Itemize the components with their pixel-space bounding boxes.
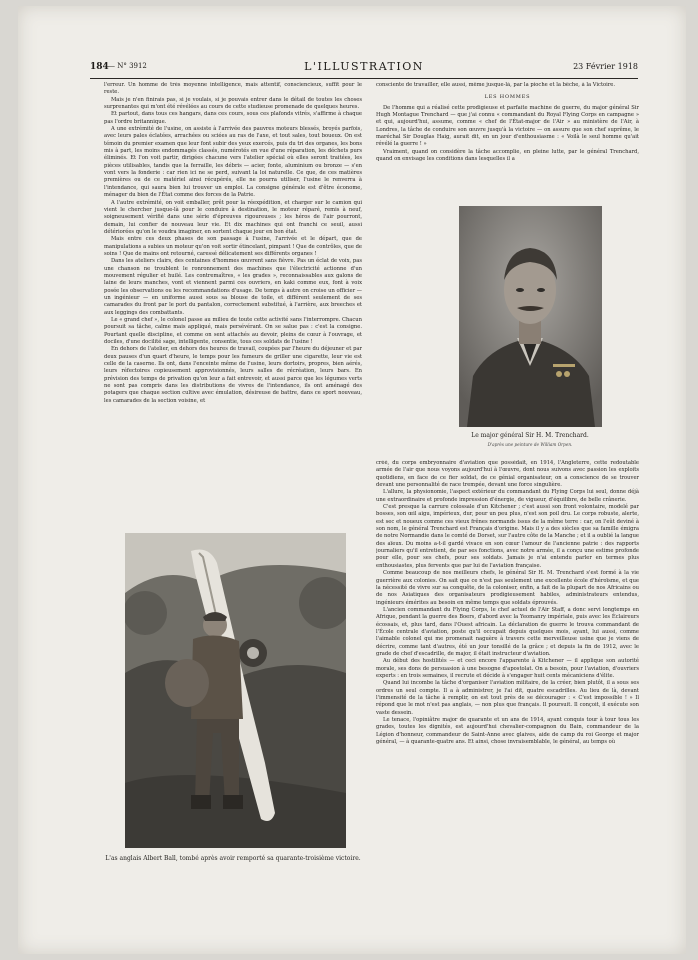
magazine-title: L'ILLUSTRATION [304,60,424,73]
paragraph: Au début des hostilités — et ceci encore l'apparente à Kitchener — il applique son autorité morale, ses dons de persuasion à une besogne d'apostolat. On a besoin, pour l'aviation, d'ouvriers experts : en trois semaines, il recrute et décide à s'engager huit cents mécaniciens d'élite. [376,658,639,679]
header-rule [90,78,638,79]
paragraph: A une extrémité de l'usine, on assiste à l'arrivée des pauvres moteurs blessés, broyés parfois, avec leurs pales éclatées, arrachées ou sciées au ras de l'axe, et tout sales, tout boueux. On est témoin du premier examen que leur font subir des yeux exercés, puis du tri des organes, les bons mis à part, les moins endommagés classés, numérotés en vue d'une réparation, les déchets purs éliminés. Et l'on voit partir, dirigées chacune vers l'atelier spécial où elles seront traitées, les pièces utilisables, tandis que la ferraille, les débris — acier, fonte, aluminium ou bronze — s'en vont vers la fonderie : car rien ici ne se perd, suivant la loi naturelle. Ce que, de ces matières premières ou de ce matériel ainsi récupérés, elle ne pourra utiliser, l'usine le renverra à l'intendance, qui saura bien lui trouver un emploi. La consigne générale est d'être économe, ménager du bien de l'État comme des forces de la Patrie. [104,126,362,199]
paragraph: L'allure, la physionomie, l'aspect extérieur du commandant du Flying Corps lui seul, donne déjà une extraordinaire et profonde impression d'énergie, de vigueur, d'équilibre, de belle crânerie. [376,489,639,503]
portrait-caption: Le major général Sir H. M. Trenchard. [471,432,589,439]
albert-ball-photograph [125,533,346,848]
issue-date: 23 Février 1918 [573,62,638,71]
paragraph: Vraiment, quand on considère la tâche accomplie, en pleine lutte, par le général Trenchard, quand on envisage les conditions dans lesquelles il a [376,148,639,163]
paragraph: Le « grand chef », le colonel passe au milieu de toute cette activité sans l'interrompre. Chacun poursuit sa tâche, calme mais appliqué, mais persévérant. On se salue pas : c'est la consigne. Pourtant quelle discipline, et comme on sent attachés au devoir, pleins de cœur à l'ouvrage, et dociles, d'une docilité sage, intelligente, consentie, tous ces soldats de l'usine ! [104,317,362,346]
paragraph: C'est presque la carrure colossale d'un Kitchener ; c'est aussi son front volontaire, modelé par bosses, son œil aigu, impérieux, dur, pour un peu plus, n'est son poil dru. Le corps robuste, alerte, est sec et noueux comme ces vieux frênes normands issus de la même terre : car, on l'eût deviné à son nom, le général Trenchard est Français d'origine. Mais il y a des siècles que sa famille émigra de notre Normandie dans le comté de Dorset, sur l'autre côte de la Manche ; et il a oublié la langue des aïeux. Du moins a-t-il gardé vivace en son cœur l'amour de l'ancienne patrie : des rapports journaliers qu'il entretient, de par ses fonctions, avec notre armée, il a conçu une estime profonde pour elle, pour ses chefs, pour ses soldats. Jamais je n'ai entendu parler en termes plus enthousiastes, plus fervents que par lui de l'aviation française. [376,504,639,569]
paragraph: Mais entre ces deux phases de son passage à l'usine, l'arrivée et le départ, que de manipulations a subies un moteur qu'on voit sortir étincelant, pimpant ! Que de contrôles, que de soins ! Que de mains ont retourné, caressé délicatement ses différents organes ! [104,236,362,257]
portrait-illustration [459,206,602,427]
paragraph: Mais je n'en finirais pas, si je voulais, si je pouvais entrer dans le détail de toutes les choses surprenantes qui m'ont été révélées au cours de cette studieuse promenade de quelques heures. [104,96,362,111]
paragraph: De l'homme qui a réalisé cette prodigieuse et parfaite machine de guerre, du major général Sir Hugh Montague Trenchard — que j'ai connu « commandant du Royal Flying Corps en campagne » et qui, aujourd'hui, assume, comme « chef de l'État-major de l'Air » au ministère de l'Air, à Londres, la tâche de conduire son œuvre jusqu'à la victoire — on assure que son chef suprême, le maréchal Sir Douglas Haig, aurait dit, en un jour d'enthousiasme : « Voilà le seul homme qu'ait révélé la guerre ! » [376,104,639,148]
photo-caption: L'as anglais Albert Ball, tombé après avoir remporté sa quarante-troisième victoire. [105,855,361,862]
portrait-credit: D'après une peinture de William Orpen. [487,442,573,447]
paragraph: Dans les ateliers clairs, des centaines d'hommes œuvrent sans fièvre. Pas un éclat de voix, pas une chanson ne troublent le ronronnement des machines que l'électricité actionne d'un mouvement régulier et huilé. Les contremaîtres, « les grades », reconnaissables aux galons de laine de leurs manches, vont et viennent parmi ces ouvriers, en kaki comme eux, font à voix posée les observations ou les recommandations d'usage. De temps à autre on croise un officier — un ingénieur — en uniforme aussi sous sa blouse de toile, et différent seulement de ses camarades du front par le port du pantalon, correctement substitué, à l'arrière, aux breeches et aux leggings des combattants. [104,258,362,316]
right-column-top [376,82,639,208]
page-number: 184 [90,62,109,72]
paragraph: Quand lui incombe la tâche d'organiser l'aviation militaire, de la créer, bien plutôt, il a sous ses ordres un seul compte. Il a à administrer, je l'ai dit, quatre escadrilles. Au lieu de là, devant l'immensité de la tâche à remplir, on est tout près de se décourager : « C'est impossible ! » Il répond que le mot n'est pas anglais, — non plus que français. Il poursuit. Il conçoit, il exécute son vaste dessein. [376,680,639,716]
paragraph: En dehors de l'atelier, en dehors des heures de travail, coupées par l'heure du déjeuner et par deux pauses d'un quart d'heure, le temps pour les fumeurs de griller une cigarette, leur vie est celle de la caserne. Ils ont, dans l'enceinte même de l'usine, leurs dortoirs, propres, bien aérés, leurs réfectoires copieusement approvisionnés, leurs salles de récréation, leurs bars. En prévision des temps de privation qu'on leur a fait entrevoir, et aussi parce que les légumes verts ne sont pas compris dans les distributions de vivres de l'intendance, ils ont aménagé des potagers que chaque section cultive avec émulation, désireuse de battre, dans ce sport nouveau, les camarades de la section voisine, et [104,346,362,404]
section-heading: LES HOMMES [484,94,531,101]
right-column-bottom [376,460,639,890]
paragraph: Et partout, dans tous ces hangars, dans ces cours, sous ces plafonds vitrés, s'affirme à chaque pas l'ordre britannique. [104,111,362,125]
paragraph: A l'autre extrémité, on voit emballer, prêt pour la réexpédition, et charger sur le camion qui vient le chercher jusque-là pour le conduire à destination, le moteur réparé, remis à neuf, soigneusement vérifié dans une série d'épreuves rigoureuses ; les héros de l'air pourront, demain, lui confier de nouveau leur vie. Et dix machines qui ont franchi ce seuil, aussi détériorées qu'on le voudra imaginer, en sortent chaque jour en bon état. [104,199,362,235]
paragraph: L'ancien commandant du Flying Corps, le chef actuel de l'Air Staff, a donc servi longtemps en Afrique, pendant la guerre des Boers, d'abord avec la Yeomanry impériale, puis avec les Éclaireurs écossais, et, plus tard, dans l'Ouest africain. La déclaration de guerre le trouva commandant de l'École centrale d'aviation, poste qu'il occupait depuis quelques mois, ayant, lui aussi, comme l'aimable colonel qui me promenait naguère à travers cette merveilleuse usine que je viens de décrire, comme tant d'autres, été un jour tonsillé de la grâce ; et depuis la fin de 1912, avec le grade de chef d'escadrille, de major, il était instructeur d'aviation. [376,606,639,657]
page-header [90,60,638,76]
left-column [104,82,362,522]
paragraph: consciente de travailler, elle aussi, même jusque-là, par la pioche et la bêche, à la Victoire. [376,82,616,88]
paragraph: Le tenace, l'opiniâtre major de quarante et un ans de 1914, ayant conquis tour à tour tous les grades, toutes les dignités, est aujourd'hui chevalier-compagnon du Bain, commandeur de la Légion d'honneur, commandeur de Saint-Anne avec glaives, aide de camp du roi George et major général, — à quarante-quatre ans. Et ainsi, chose invraisemblable, le général, au temps où [376,717,639,746]
paragraph: Comme beaucoup de nos meilleurs chefs, le général Sir H. M. Trenchard s'est formé à la vie guerrière aux colonies. On sait que ce n'est pas seulement une excellente école d'héroïsme, et que la nécessité de vivre sur sa conquête, de la coloniser, enfin, a fait de la plupart de nos Africains ou de nos Asiatiques des organisateurs prodigieusement habiles, administrateurs entendus, ingénieurs émérites au besoin en même temps que soldats éprouvés. [376,570,639,606]
issue-number: — N° 3912 [108,62,147,70]
paragraph: créé, du corps embryonnaire d'aviation que possédait, en 1914, l'Angleterre, cette redoutable armée de l'air que nous voyons aujourd'hui à l'œuvre, dont nous suivons avec passion les exploits quotidiens, en face de ce fier soldat, de ce génial organisateur, on a conscience de se trouver devant une personnalité de race trempée, devant une force singulière. [376,460,639,489]
paragraph: l'erreur. Un homme de très moyenne intelligence, mais attentif, consciencieux, suffit pour le reste. [104,82,362,96]
